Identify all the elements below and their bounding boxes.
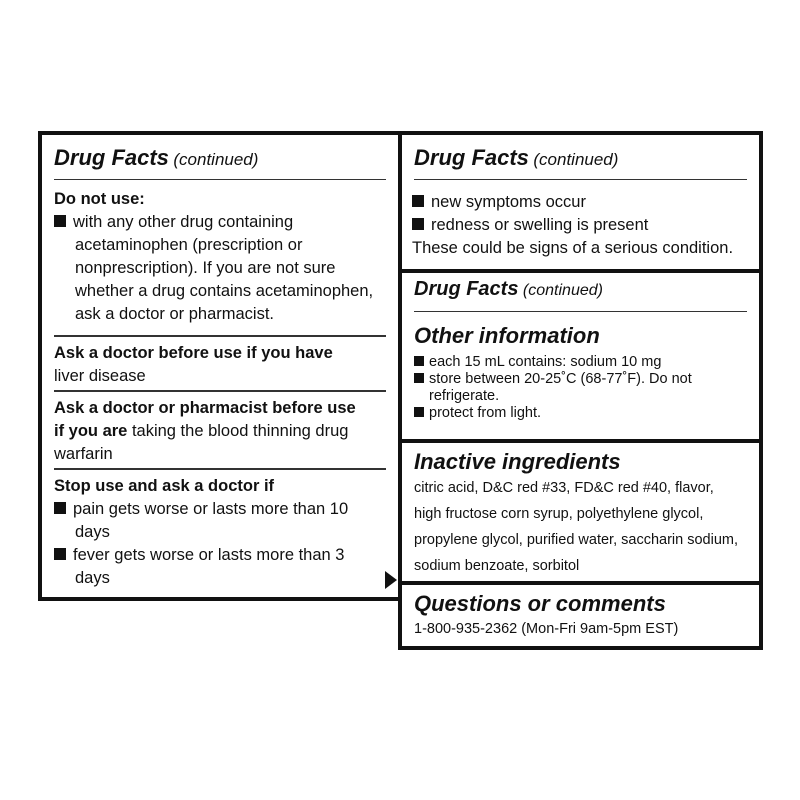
bullet-icon: [54, 215, 66, 227]
left-panel: [38, 131, 401, 601]
bullet-icon: [414, 373, 424, 383]
continue-arrow-icon: [385, 571, 397, 589]
right-header-1: Drug Facts (continued): [414, 145, 747, 180]
section-divider: [402, 439, 759, 443]
divider: [54, 390, 386, 392]
stop-use-item: pain gets worse or lasts more than 10: [54, 498, 348, 521]
do-not-use-section: Do not use: with any other drug containing acetaminophen (prescription or nonprescription). If you are not sure whether a drug contains acetaminophen, ask a doctor or pharmacist.: [54, 190, 374, 323]
header-title: Drug Facts: [54, 145, 169, 170]
ask-doctor-section: [54, 342, 333, 388]
left-header: [54, 145, 386, 180]
symptom-item: new symptoms occur: [412, 191, 733, 214]
inactive-ingredients-section: Inactive ingredients citric acid, D&C red #33, FD&C red #40, flavor, high fructose corn syrup, polyethylene glycol, propylene glycol, purified water, saccharin sodium, sodium benzoate, sorbitol: [414, 449, 738, 574]
other-info-heading: Other information: [414, 323, 600, 348]
inactive-heading: Inactive ingredients: [414, 449, 621, 474]
header-continued: (continued): [173, 150, 259, 169]
bullet-icon: [412, 218, 424, 230]
other-info-section: Other information each 15 mL contains: sodium 10 mg store between 20-25˚C (68-77˚F). Do not refrigerate. protect from light.: [414, 323, 692, 421]
bullet-icon: [412, 195, 424, 207]
divider: [54, 335, 386, 337]
section-divider: [402, 581, 759, 585]
questions-heading: Questions or comments: [414, 591, 666, 616]
questions-section: [414, 591, 678, 638]
stop-use-heading: Stop use and ask a doctor if: [54, 477, 275, 495]
ask-doctor-heading: Ask a doctor before use if you have: [54, 344, 333, 362]
bullet-icon: [414, 407, 424, 417]
bullet-icon: [54, 548, 66, 560]
section-divider: [402, 269, 759, 273]
symptom-note: These could be signs of a serious condition.: [412, 239, 734, 257]
bullet-icon: [54, 502, 66, 514]
do-not-use-item: with any other drug containing: [54, 211, 373, 234]
do-not-use-heading: Do not use:: [54, 190, 145, 208]
symptom-item: redness or swelling is present: [412, 214, 733, 237]
bullet-icon: [414, 356, 424, 366]
stop-use-section: Stop use and ask a doctor if pain gets worse or lasts more than 10 days fever gets worse or lasts more than 3 days: [54, 477, 349, 587]
divider: [54, 468, 386, 470]
ask-doctor-text: liver disease: [54, 367, 146, 385]
phone-number: 1-800-935-2362 (Mon-Fri 9am-5pm EST): [414, 621, 679, 637]
stop-use-item: fever gets worse or lasts more than 3: [54, 544, 348, 567]
symptoms-section: [412, 191, 733, 260]
ask-pharmacist-section: Ask a doctor or pharmacist before use if you are taking the blood thinning drug warfarin: [54, 399, 356, 463]
right-header-2: Drug Facts (continued): [414, 278, 747, 312]
right-panel: [398, 131, 763, 650]
